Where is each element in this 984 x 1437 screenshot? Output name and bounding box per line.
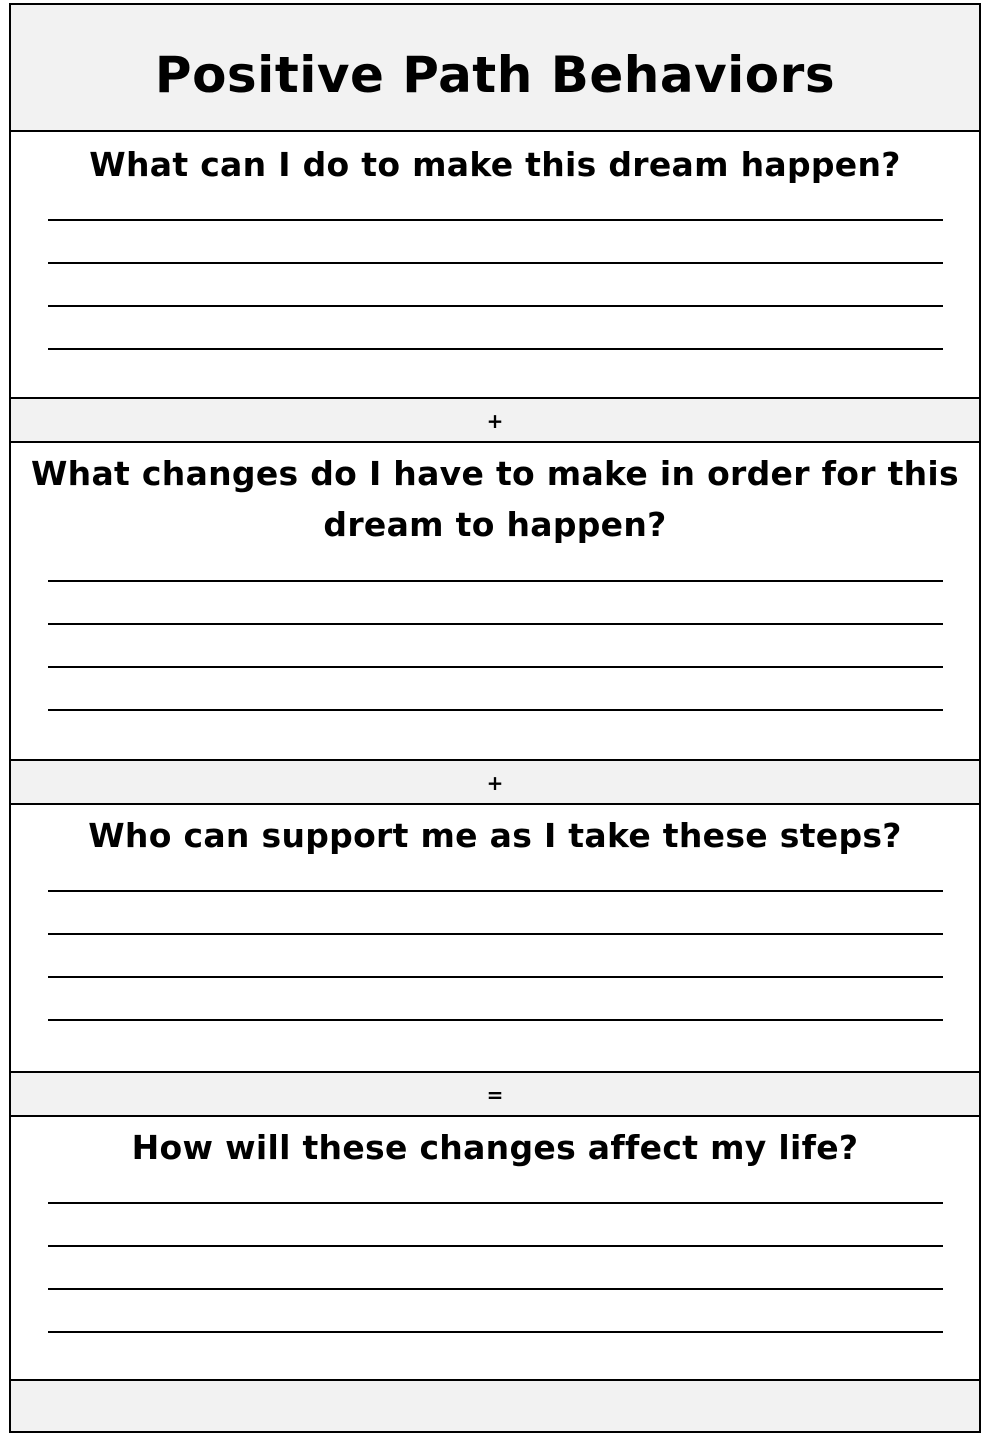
answer-line[interactable] — [48, 1245, 943, 1247]
worksheet — [9, 3, 981, 1433]
question-1: What can I do to make this dream happen? — [89, 145, 901, 184]
answer-line[interactable] — [48, 890, 943, 892]
equals-separator: = — [11, 1071, 979, 1117]
section-make-dream-happen — [11, 139, 979, 397]
answer-line[interactable] — [48, 666, 943, 668]
section-support — [11, 810, 979, 1072]
answer-line[interactable] — [48, 709, 943, 711]
answer-line[interactable] — [48, 1202, 943, 1204]
answer-line[interactable] — [48, 1288, 943, 1290]
section-life-effects — [11, 1122, 979, 1380]
answer-line[interactable] — [48, 976, 943, 978]
plus-separator-1: + — [11, 397, 979, 443]
answer-line[interactable] — [48, 1331, 943, 1333]
plus-separator-2: + — [11, 759, 979, 805]
answer-line[interactable] — [48, 933, 943, 935]
answer-line[interactable] — [48, 1019, 943, 1021]
footer-band — [11, 1379, 979, 1431]
question-4: How will these changes affect my life? — [131, 1128, 859, 1167]
answer-line[interactable] — [48, 305, 943, 307]
answer-line[interactable] — [48, 219, 943, 221]
question-3: Who can support me as I take these steps? — [88, 816, 902, 855]
answer-line[interactable] — [48, 348, 943, 350]
title-band — [11, 5, 979, 132]
answer-line[interactable] — [48, 623, 943, 625]
section-changes-needed — [11, 448, 979, 758]
answer-line[interactable] — [48, 262, 943, 264]
question-2: What changes do I have to make in order for this dream to happen? — [30, 454, 959, 544]
answer-line[interactable] — [48, 580, 943, 582]
page-title: Positive Path Behaviors — [154, 46, 836, 104]
